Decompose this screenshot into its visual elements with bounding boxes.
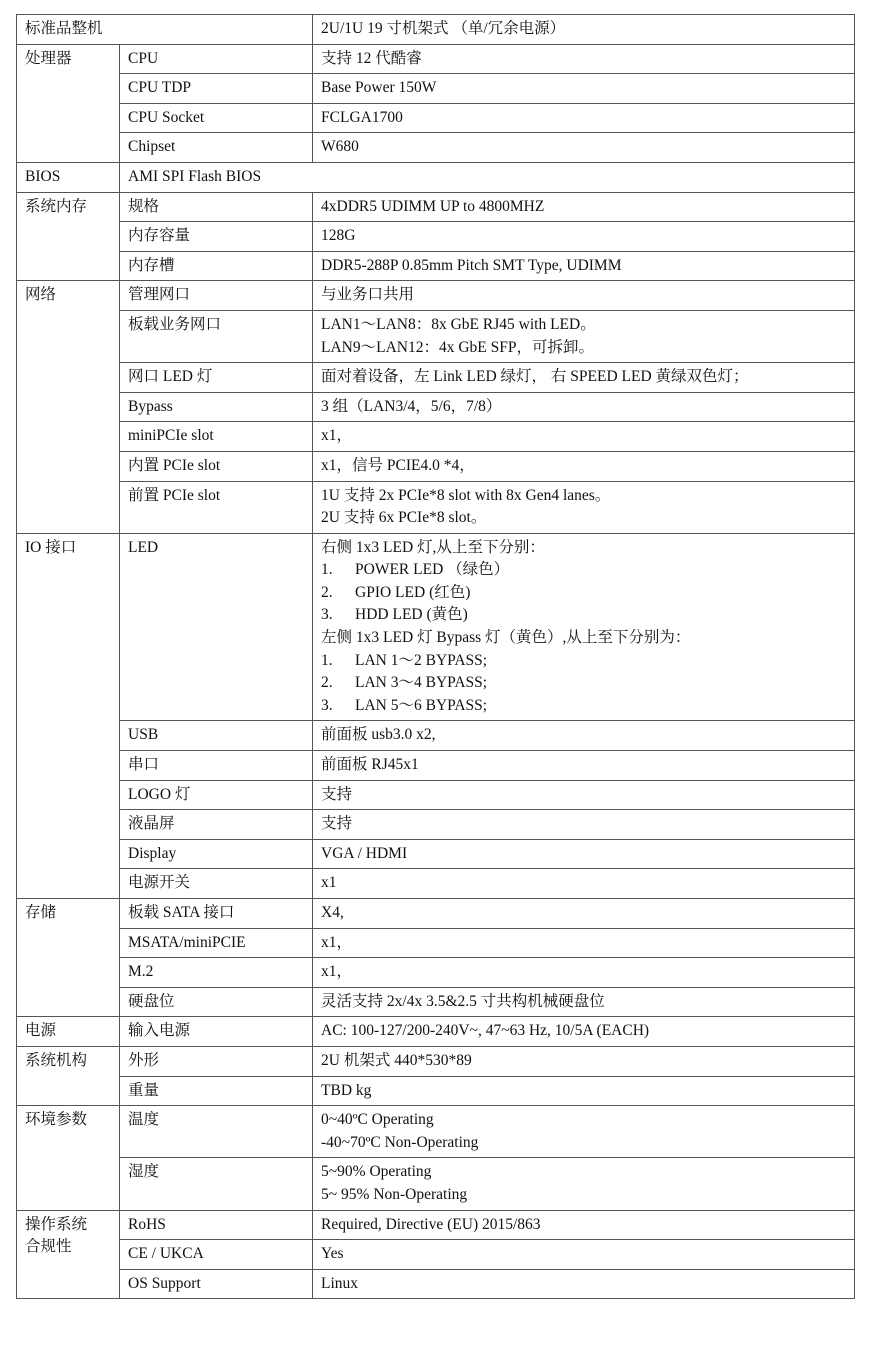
spec-row bbox=[17, 133, 855, 163]
row-label-cell: 外形 bbox=[120, 1046, 313, 1076]
row-value-cell bbox=[313, 751, 855, 781]
section-name-cell bbox=[17, 1017, 120, 1047]
value-line: 5~ 95% Non-Operating bbox=[321, 1185, 468, 1203]
row-label-cell: RoHS bbox=[120, 1210, 313, 1240]
row-label-cell: 湿度 bbox=[120, 1158, 313, 1210]
spec-row bbox=[17, 810, 855, 840]
list-item-number: 1. bbox=[321, 651, 333, 669]
row-value-cell bbox=[313, 1017, 855, 1047]
list-item bbox=[321, 672, 846, 695]
section-name-line: 存储 bbox=[25, 904, 57, 921]
row-value-cell bbox=[313, 839, 855, 869]
row-label-cell: 内存容量 bbox=[120, 222, 313, 252]
row-label-cell: OS Support bbox=[120, 1269, 313, 1299]
spec-table bbox=[16, 14, 855, 1299]
row-value-cell bbox=[313, 192, 855, 222]
spec-row bbox=[17, 162, 855, 192]
spec-row bbox=[17, 222, 855, 252]
row-label-cell: 网口 LED 灯 bbox=[120, 363, 313, 393]
row-value-cell bbox=[313, 103, 855, 133]
section-name-line: 合规性 bbox=[25, 1238, 72, 1256]
value-line: 支持 bbox=[321, 815, 353, 833]
section-name-line: 操作系统 bbox=[25, 1215, 88, 1233]
section-name-line: 环境参数 bbox=[25, 1111, 88, 1129]
header-form-factor-cell: 2U/1U 19 寸机架式 （单/冗余电源） bbox=[313, 15, 855, 45]
row-value-cell bbox=[313, 780, 855, 810]
row-label-cell: LOGO 灯 bbox=[120, 780, 313, 810]
value-line: FCLGA1700 bbox=[321, 108, 403, 126]
value-line: 灵活支持 2x/4x 3.5&2.5 寸共构机械硬盘位 bbox=[321, 992, 605, 1010]
row-value-cell bbox=[313, 1158, 855, 1210]
row-value-cell bbox=[313, 222, 855, 252]
row-label-cell: Bypass bbox=[120, 392, 313, 422]
section-name-line: IO 接口 bbox=[25, 538, 77, 556]
list-item bbox=[321, 650, 846, 673]
row-value-cell bbox=[313, 281, 855, 311]
row-value-cell bbox=[313, 1106, 855, 1158]
spec-row bbox=[17, 987, 855, 1017]
spec-row bbox=[17, 958, 855, 988]
spec-row bbox=[17, 1158, 855, 1210]
value-line: 右侧 1x3 LED 灯,从上至下分别： bbox=[321, 538, 545, 556]
header-product-cell: 标准品整机 bbox=[17, 15, 313, 45]
row-value-cell bbox=[313, 869, 855, 899]
value-line: 与业务口共用 bbox=[321, 286, 415, 304]
list-item-text: LAN 3～4 BYPASS; bbox=[355, 674, 488, 692]
spec-row bbox=[17, 392, 855, 422]
spec-row bbox=[17, 928, 855, 958]
row-value-cell bbox=[313, 928, 855, 958]
row-label-cell: 板载 SATA 接口 bbox=[120, 899, 313, 929]
row-label-cell: CPU bbox=[120, 44, 313, 74]
value-line: 2U 支持 6x PCIe*8 slot。 bbox=[321, 509, 487, 527]
value-line: 支持 12 代酷睿 bbox=[321, 49, 422, 67]
value-line: Required, Directive (EU) 2015/863 bbox=[321, 1215, 541, 1233]
spec-row bbox=[17, 1076, 855, 1106]
list-item-number: 2. bbox=[321, 674, 333, 692]
spec-row bbox=[17, 1210, 855, 1240]
section-name-line: 系统内存 bbox=[25, 197, 88, 215]
value-line: 前面板 RJ45x1 bbox=[321, 756, 419, 774]
section-name-cell bbox=[17, 1046, 120, 1105]
row-label-cell: 管理网口 bbox=[120, 281, 313, 311]
spec-row bbox=[17, 780, 855, 810]
value-line: 1U 支持 2x PCIe*8 slot with 8x Gen4 lanes。 bbox=[321, 486, 611, 504]
value-line: Linux bbox=[321, 1274, 359, 1292]
row-label-cell: USB bbox=[120, 721, 313, 751]
section-name-cell bbox=[17, 281, 120, 533]
list-item bbox=[321, 695, 846, 718]
value-line: LAN1～LAN8：8x GbE RJ45 with LED。 bbox=[321, 315, 596, 333]
spec-table-body bbox=[17, 15, 855, 1299]
spec-row bbox=[17, 869, 855, 899]
section-name-cell bbox=[17, 533, 120, 898]
value-line: W680 bbox=[321, 138, 359, 156]
row-label-cell: 规格 bbox=[120, 192, 313, 222]
row-value-cell bbox=[313, 1076, 855, 1106]
spec-row bbox=[17, 422, 855, 452]
section-name-line: 处理器 bbox=[25, 49, 72, 67]
row-label-cell: LED bbox=[120, 533, 313, 721]
spec-row bbox=[17, 363, 855, 393]
section-name-cell: BIOS bbox=[17, 162, 120, 192]
row-label-cell: MSATA/miniPCIE bbox=[120, 928, 313, 958]
value-line: 面对着设备，左 Link LED 绿灯， 右 SPEED LED 黄绿双色灯； bbox=[321, 368, 749, 386]
spec-row bbox=[17, 44, 855, 74]
row-label-cell: 液晶屏 bbox=[120, 810, 313, 840]
row-label-cell: 硬盘位 bbox=[120, 987, 313, 1017]
value-line: 支持 bbox=[321, 785, 353, 803]
value-line: x1， bbox=[321, 933, 353, 951]
row-label-cell: 温度 bbox=[120, 1106, 313, 1158]
row-value-cell bbox=[313, 74, 855, 104]
row-value-cell: AMI SPI Flash BIOS bbox=[120, 162, 855, 192]
section-name-line: 网络 bbox=[25, 286, 57, 304]
spec-row bbox=[17, 481, 855, 533]
value-line: 2U 机架式 440*530*89 bbox=[321, 1051, 472, 1069]
row-label-cell: CPU Socket bbox=[120, 103, 313, 133]
spec-row bbox=[17, 251, 855, 281]
row-value-cell bbox=[313, 133, 855, 163]
row-label-cell: 内置 PCIe slot bbox=[120, 451, 313, 481]
row-label-cell: 板载业务网口 bbox=[120, 310, 313, 362]
section-name-cell bbox=[17, 899, 120, 1017]
value-line: -40~70ºC Non-Operating bbox=[321, 1133, 479, 1151]
row-label-cell: 电源开关 bbox=[120, 869, 313, 899]
row-value-cell bbox=[313, 392, 855, 422]
value-line: 128G bbox=[321, 227, 356, 245]
spec-row bbox=[17, 451, 855, 481]
spec-row bbox=[17, 751, 855, 781]
value-line: x1 bbox=[321, 874, 337, 892]
section-name-cell bbox=[17, 44, 120, 162]
spec-row bbox=[17, 533, 855, 721]
section-name-cell bbox=[17, 1210, 120, 1299]
row-value-cell bbox=[313, 1210, 855, 1240]
value-line: 5~90% Operating bbox=[321, 1163, 432, 1181]
row-value-cell bbox=[313, 721, 855, 751]
list-intro-line: 左侧 1x3 LED 灯 Bypass 灯（黄色）,从上至下分别为： bbox=[321, 629, 691, 647]
value-line: x1， bbox=[321, 427, 353, 445]
row-label-cell: 重量 bbox=[120, 1076, 313, 1106]
value-line: 0~40ºC Operating bbox=[321, 1111, 434, 1129]
row-value-cell bbox=[313, 44, 855, 74]
value-line: VGA / HDMI bbox=[321, 844, 408, 862]
value-line: Base Power 150W bbox=[321, 79, 437, 97]
value-line: 前面板 usb3.0 x2, bbox=[321, 726, 436, 744]
value-line: x1，信号 PCIE4.0 *4， bbox=[321, 456, 475, 474]
list-item-number: 3. bbox=[321, 696, 333, 714]
row-value-cell bbox=[313, 1046, 855, 1076]
row-value-cell bbox=[313, 533, 855, 721]
list-item-text: LAN 1～2 BYPASS; bbox=[355, 651, 488, 669]
spec-row bbox=[17, 310, 855, 362]
value-line: x1， bbox=[321, 963, 353, 981]
row-value-cell bbox=[313, 363, 855, 393]
value-line: X4, bbox=[321, 904, 344, 921]
spec-row bbox=[17, 103, 855, 133]
list-item-text: HDD LED (黄色) bbox=[355, 606, 468, 624]
section-name-line: 电源 bbox=[25, 1022, 57, 1040]
row-value-cell bbox=[313, 1269, 855, 1299]
value-line: DDR5-288P 0.85mm Pitch SMT Type, UDIMM bbox=[321, 256, 622, 274]
list-item-number: 1. bbox=[321, 561, 333, 579]
list-item-number: 2. bbox=[321, 583, 333, 601]
list-item-text: GPIO LED (红色) bbox=[355, 583, 471, 601]
value-line: TBD kg bbox=[321, 1081, 372, 1099]
list-item-number: 3. bbox=[321, 606, 333, 624]
value-line: LAN9～LAN12：4x GbE SFP，可拆卸。 bbox=[321, 338, 594, 356]
list-item-text: POWER LED （绿色） bbox=[355, 561, 510, 579]
spec-table-container bbox=[16, 14, 854, 1299]
spec-row bbox=[17, 839, 855, 869]
spec-row bbox=[17, 281, 855, 311]
row-label-cell: Chipset bbox=[120, 133, 313, 163]
row-value-cell bbox=[313, 251, 855, 281]
header-row bbox=[17, 15, 855, 45]
list-item-text: LAN 5～6 BYPASS; bbox=[355, 696, 488, 714]
spec-row bbox=[17, 1046, 855, 1076]
row-label-cell: 串口 bbox=[120, 751, 313, 781]
spec-row bbox=[17, 74, 855, 104]
spec-row bbox=[17, 192, 855, 222]
section-name-cell bbox=[17, 192, 120, 281]
section-name-cell bbox=[17, 1106, 120, 1210]
row-label-cell: M.2 bbox=[120, 958, 313, 988]
spec-row bbox=[17, 1017, 855, 1047]
value-line: AC: 100-127/200-240V~, 47~63 Hz, 10/5A (EACH) bbox=[321, 1022, 650, 1040]
value-line: 3 组（LAN3/4，5/6，7/8） bbox=[321, 397, 502, 415]
list-item bbox=[321, 559, 846, 582]
row-label-cell: 输入电源 bbox=[120, 1017, 313, 1047]
row-value-cell bbox=[313, 987, 855, 1017]
row-label-cell: miniPCIe slot bbox=[120, 422, 313, 452]
row-label-cell: CE / UKCA bbox=[120, 1240, 313, 1270]
value-line: 4xDDR5 UDIMM UP to 4800MHZ bbox=[321, 197, 545, 215]
row-label-cell: 内存槽 bbox=[120, 251, 313, 281]
spec-row bbox=[17, 1106, 855, 1158]
row-label-cell: Display bbox=[120, 839, 313, 869]
row-value-cell bbox=[313, 451, 855, 481]
row-value-cell bbox=[313, 481, 855, 533]
spec-row bbox=[17, 1240, 855, 1270]
value-line: Yes bbox=[321, 1245, 344, 1263]
list-item bbox=[321, 604, 846, 627]
row-label-cell: 前置 PCIe slot bbox=[120, 481, 313, 533]
spec-row bbox=[17, 1269, 855, 1299]
section-name-line: 系统机构 bbox=[25, 1051, 88, 1069]
row-label-cell: CPU TDP bbox=[120, 74, 313, 104]
spec-row bbox=[17, 899, 855, 929]
spec-row bbox=[17, 721, 855, 751]
list-item bbox=[321, 582, 846, 605]
row-value-cell bbox=[313, 899, 855, 929]
row-value-cell bbox=[313, 1240, 855, 1270]
row-value-cell bbox=[313, 310, 855, 362]
row-value-cell bbox=[313, 422, 855, 452]
row-value-cell bbox=[313, 810, 855, 840]
row-value-cell bbox=[313, 958, 855, 988]
